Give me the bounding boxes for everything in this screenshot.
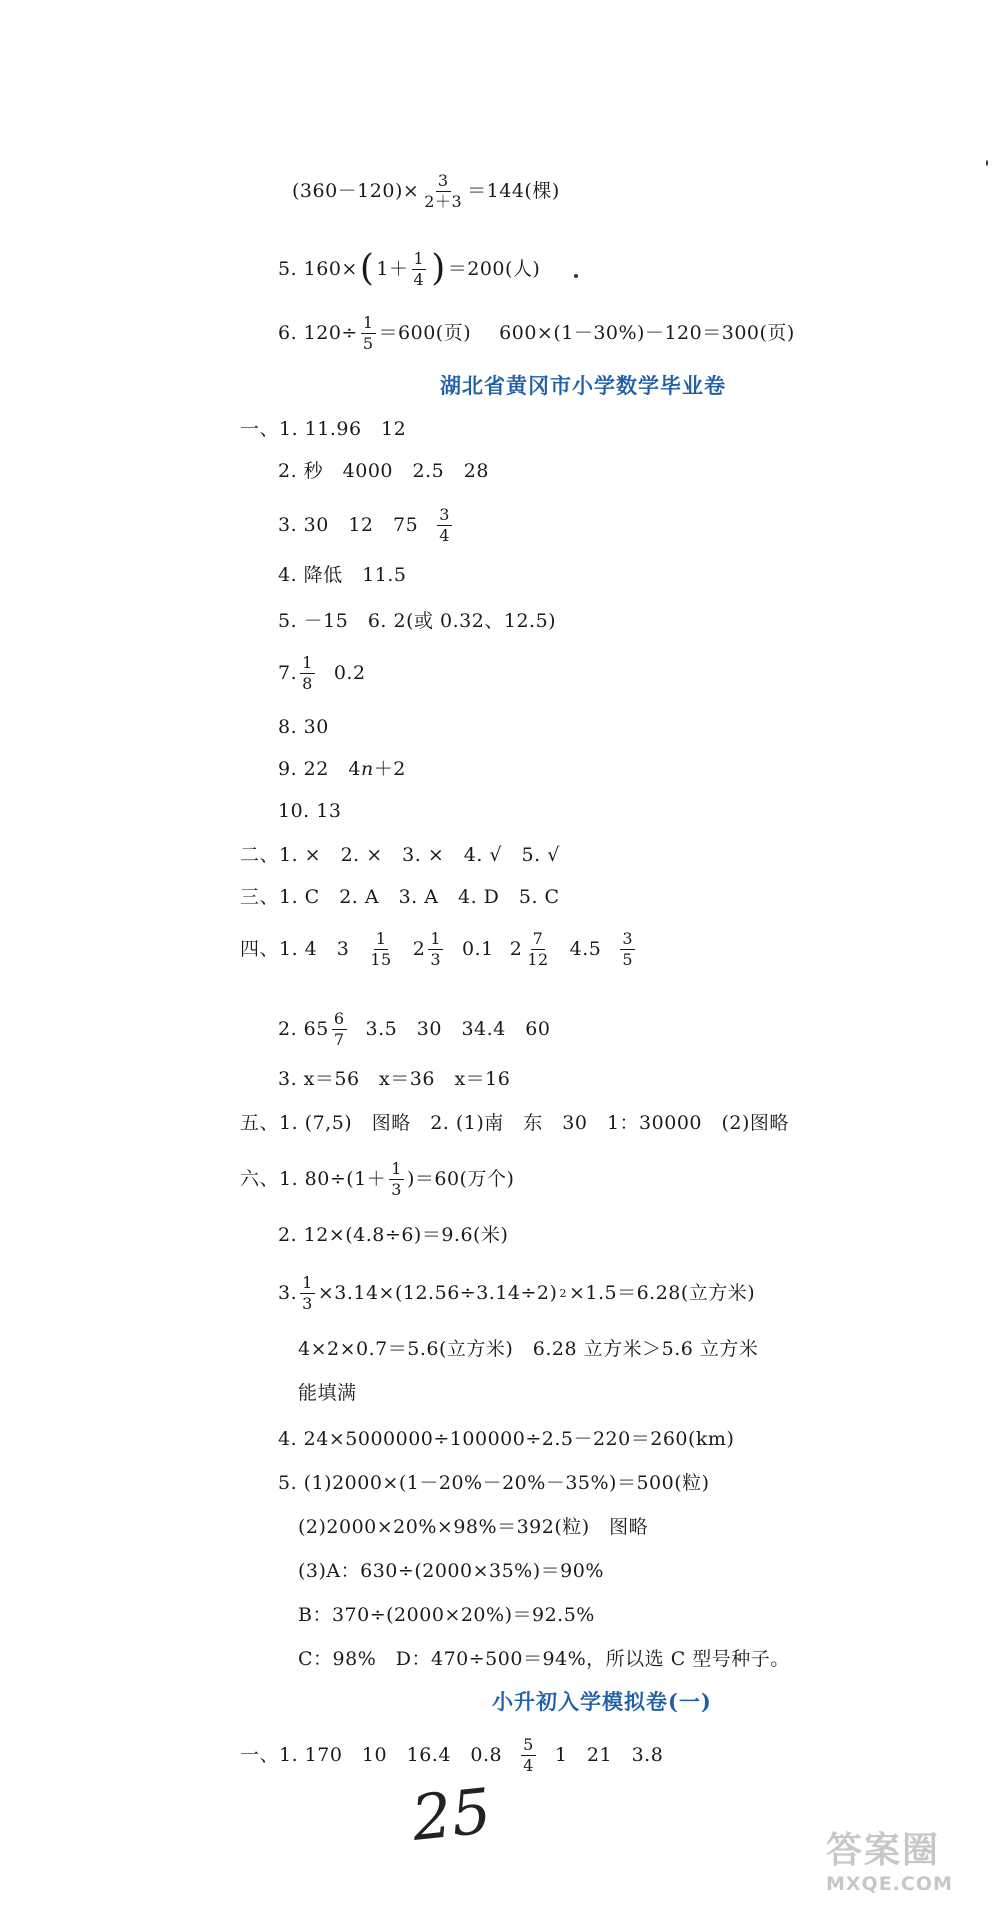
- answer-4-3: 3. x＝56 x＝36 x＝16: [278, 1068, 511, 1090]
- text: (360－120)×: [292, 179, 420, 202]
- scan-speck: [986, 160, 988, 166]
- fraction: [361, 314, 376, 352]
- big-paren-left: (: [359, 248, 375, 290]
- fraction: [521, 1736, 536, 1774]
- fraction-numerator: 7: [532, 929, 544, 948]
- answer-4-2: [278, 1010, 550, 1048]
- fraction: [620, 930, 635, 968]
- variable: n: [360, 758, 374, 780]
- answer-1-10: 10. 13: [278, 800, 342, 822]
- text: 0.2: [333, 661, 366, 684]
- text: 四、1. 4 3: [240, 937, 350, 960]
- fraction: [412, 250, 427, 288]
- fraction-numerator: 1: [362, 313, 374, 332]
- section-title-mock-exam: 小升初入学模拟卷(一): [492, 1689, 712, 1714]
- answer-1-1: 一、1. 11.96 12: [240, 418, 407, 440]
- fraction-numerator: 3: [437, 171, 449, 190]
- fraction-denominator: 5: [622, 949, 634, 969]
- answer-1-2: 2. 秒 4000 2.5 28: [278, 460, 489, 482]
- answer-1-5: 5. －15 6. 2(或 0.32、12.5): [278, 610, 557, 632]
- fraction-numerator: 1: [430, 929, 441, 948]
- answer-6-3-conclusion: 能填满: [298, 1382, 357, 1404]
- text: 六、1. 80÷(1＋: [240, 1167, 387, 1190]
- answer-1-3: [278, 506, 455, 544]
- fraction-denominator: 4: [439, 525, 450, 545]
- answer-6-5-3: (3)A：630÷(2000×35%)＝90%: [298, 1560, 604, 1582]
- answer-6-1: [240, 1160, 514, 1198]
- fraction-denominator: 4: [523, 1755, 534, 1775]
- fraction: [422, 172, 464, 210]
- answer-6-3-cont: 4×2×0.7＝5.6(立方米) 6.28 立方米＞5.6 立方米: [298, 1338, 759, 1360]
- answer-6-5-5: C：98% D：470÷500＝94%，所以选 C 型号种子。: [298, 1648, 790, 1670]
- answer-1-7: [278, 654, 366, 692]
- answer-6-5-2: (2)2000×20%×98%＝392(粒) 图略: [298, 1516, 649, 1538]
- fraction-denominator: 3: [430, 949, 441, 969]
- text: 一、1. 170 10 16.4 0.8: [240, 1743, 503, 1766]
- fraction-numerator: 1: [302, 1273, 313, 1292]
- answer-2: 二、1. × 2. × 3. × 4. √ 5. √: [240, 844, 560, 866]
- text: 3.5 30 34.4 60: [365, 1017, 551, 1040]
- fraction: [368, 930, 393, 968]
- fraction-numerator: 1: [375, 929, 387, 948]
- fraction-denominator: 15: [370, 949, 392, 969]
- text: ＝200(人): [447, 257, 541, 280]
- fraction-numerator: 3: [622, 929, 634, 948]
- fraction: [437, 506, 452, 544]
- text: 0.1: [462, 937, 494, 960]
- answer-6-5-1: 5. (1)2000×(1－20%－20%－35%)＝500(粒): [278, 1472, 710, 1494]
- fraction-denominator: 3: [391, 1179, 402, 1199]
- text: ＝144(棵): [467, 179, 560, 202]
- mixed-whole: 2: [509, 937, 523, 960]
- fraction-denominator: 7: [333, 1029, 345, 1049]
- text: 600×(1－30%)－120＝300(页): [499, 321, 795, 344]
- handwritten-page-number: 25: [408, 1774, 495, 1855]
- text: ＋2: [373, 758, 406, 780]
- fraction: [332, 1010, 347, 1048]
- text: ×3.14×(12.56÷3.14÷2): [317, 1281, 558, 1304]
- fraction-denominator: 5: [362, 333, 374, 353]
- mixed-whole: 2: [412, 937, 426, 960]
- answer-3: 三、1. C 2. A 3. A 4. D 5. C: [240, 886, 560, 908]
- text: 9. 22 4: [278, 758, 361, 780]
- text: ×1.5＝6.28(立方米): [568, 1281, 756, 1304]
- fraction-denominator: 12: [527, 949, 549, 969]
- scan-speck: [574, 274, 578, 278]
- answer-6-4: 4. 24×5000000÷100000÷2.5－220＝260(km): [278, 1428, 735, 1450]
- watermark-url: MXQE.COM: [826, 1873, 953, 1895]
- text: 6. 120÷: [278, 321, 358, 344]
- fraction-denominator: 3: [302, 1293, 313, 1313]
- text: 1＋: [376, 257, 409, 280]
- superscript: 2: [559, 1286, 567, 1300]
- text: 2. 65: [278, 1017, 329, 1040]
- fraction-numerator: 1: [302, 653, 313, 672]
- fraction: [389, 1160, 404, 1198]
- answer-6-3: [278, 1274, 755, 1312]
- watermark-chinese: 答案圈: [826, 1830, 941, 1871]
- fraction-numerator: 6: [333, 1009, 345, 1028]
- fraction-numerator: 3: [439, 505, 450, 524]
- text: 3.: [278, 1281, 298, 1304]
- fraction-denominator: 8: [302, 673, 313, 693]
- answer-line-6-pages: [278, 314, 795, 352]
- answer-5: 五、1. (7,5) 图略 2. (1)南 东 30 1：30000 (2)图略: [240, 1112, 789, 1134]
- answer-6-2: 2. 12×(4.8÷6)＝9.6(米): [278, 1224, 509, 1246]
- text: 3. 30 12 75: [278, 513, 419, 536]
- mock-answer-1-1: [240, 1736, 663, 1774]
- fraction-numerator: 1: [413, 249, 425, 268]
- text: ＝600(页): [378, 321, 472, 344]
- answer-line-5-people: [278, 250, 540, 288]
- section-title-huanggang: 湖北省黄冈市小学数学毕业卷: [440, 373, 726, 398]
- answer-4-1: [240, 930, 638, 968]
- text: 5. 160×: [278, 257, 358, 280]
- fraction: [428, 930, 443, 968]
- text: )＝60(万个): [406, 1167, 515, 1190]
- watermark-logo: [826, 1822, 994, 1902]
- answer-1-9: [278, 760, 406, 779]
- text: 1 21 3.8: [554, 1743, 664, 1766]
- answer-line-trees: [292, 172, 560, 210]
- answer-1-4: 4. 降低 11.5: [278, 564, 407, 586]
- fraction-denominator: 4: [413, 269, 425, 289]
- answer-1-8: 8. 30: [278, 716, 329, 738]
- fraction: [300, 1274, 315, 1312]
- fraction: [300, 654, 315, 692]
- answer-6-5-4: B：370÷(2000×20%)＝92.5%: [298, 1604, 595, 1626]
- fraction: [525, 930, 550, 968]
- fraction-numerator: 5: [523, 1735, 534, 1754]
- text: 7.: [278, 661, 298, 684]
- fraction-numerator: 1: [391, 1159, 402, 1178]
- text: 4.5: [569, 937, 602, 960]
- big-paren-right: ): [431, 248, 446, 290]
- fraction-denominator: 2＋3: [424, 191, 463, 211]
